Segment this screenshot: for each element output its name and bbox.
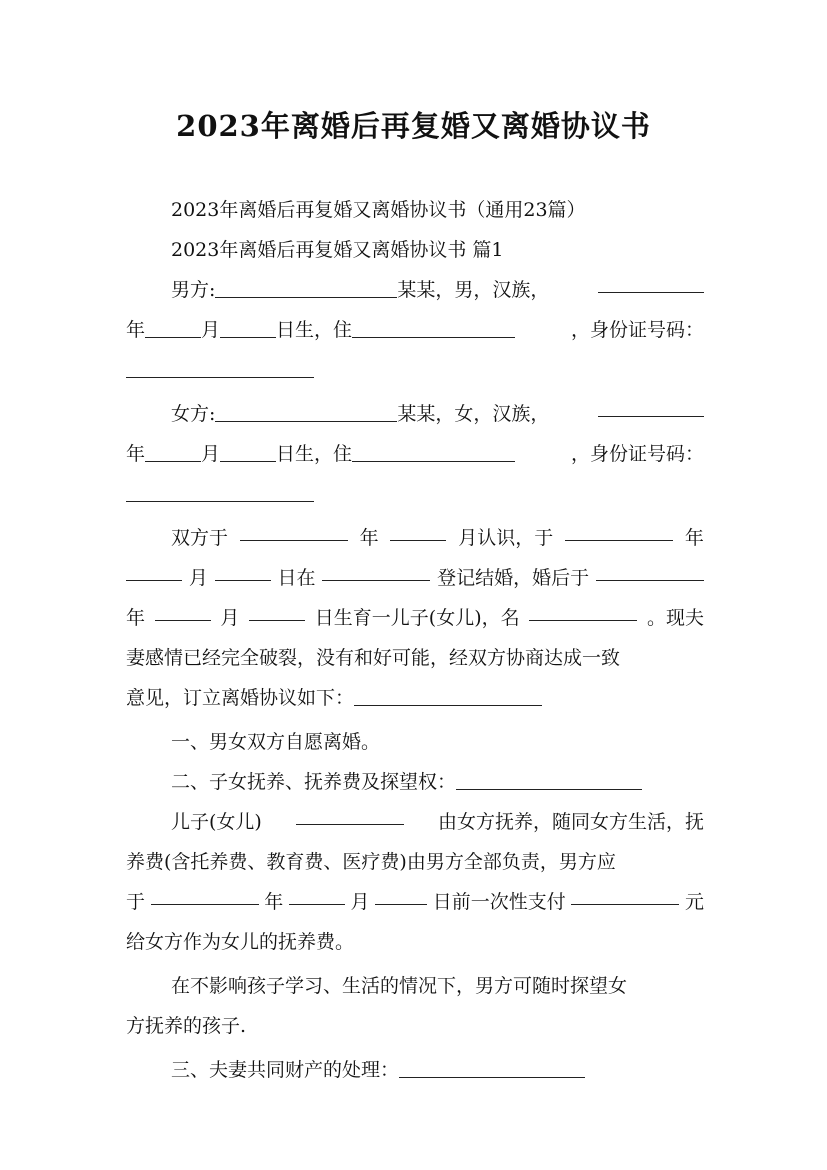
male-party-line [126,270,704,310]
marriage-line-2 [126,558,704,598]
female-label: 女方: [171,403,216,425]
text-segment: 月 [220,607,240,629]
text-segment: 月认识，于 [458,527,554,549]
blank-line [155,598,211,621]
text-segment: 登记结婚，婚后于 [437,567,590,589]
text-segment: 养费(含托养费、教育费、医疗费)由男方全部负责，男方应 [126,851,616,873]
text-segment: 三、夫妻共同财产的处理： [171,1059,400,1081]
blank-line [240,518,348,541]
text-segment: 年 [126,607,146,629]
marriage-line-4 [126,638,704,678]
text-segment: ，身份证号码： [570,319,704,341]
blank-line [126,479,314,502]
text-segment: 年 [684,527,704,549]
custody-line-1 [126,802,704,842]
custody-line-3 [126,882,704,922]
blank-line [126,558,182,581]
male-birth-line [126,310,704,350]
text-segment: 月 [188,567,208,589]
text-segment: 年 [264,891,284,913]
visitation-line-1 [126,966,704,1006]
female-birth-line [126,434,704,474]
blank-line [289,882,345,905]
blank-line [529,598,637,621]
clause-1: 一、男女双方自愿离婚。 [171,731,381,753]
blank-line [352,315,515,338]
female-party-line [126,394,704,434]
text-segment: 年 [359,527,379,549]
text-segment: 双方于 [171,527,229,549]
blank-line [145,439,201,462]
blank-line [399,1055,585,1078]
text-segment: 月 [350,891,370,913]
text-segment: 日生育一儿子(女儿)，名 [314,607,520,629]
blank-line [565,518,673,541]
blank-line [249,598,305,621]
subtitle-line: 2023年离婚后再复婚又离婚协议书（通用23篇） [171,199,586,221]
text-segment: ，身份证号码： [570,443,704,465]
text-segment: 妻感情已经完全破裂，没有和好可能，经双方协商达成一致 [126,647,621,669]
text-segment: 。现夫 [646,607,704,629]
text-segment: 日在 [277,567,316,589]
blank-line [375,882,427,905]
blank-line [354,683,542,706]
text-segment: 年 [126,319,146,341]
visitation-line-2: 方抚养的孩子. [126,1015,247,1037]
text-segment: 日生，住 [276,443,353,465]
male-label: 男方: [171,279,216,301]
blank-line [215,275,397,298]
text-segment: 于 [126,891,146,913]
text-segment: 由女方抚养，随同女方生活，抚 [437,811,704,833]
text-segment: 儿子(女儿) [171,811,262,833]
marriage-line-3 [126,598,704,638]
blank-line [151,882,259,905]
blank-line [352,439,515,462]
clause-3-heading [126,1050,704,1090]
blank-line [456,767,642,790]
blank-line [145,315,201,338]
blank-line [598,270,704,293]
text-segment: 年 [126,443,146,465]
marriage-line-1 [126,518,704,558]
blank-line [390,518,446,541]
blank-line [220,315,276,338]
blank-line [126,355,314,378]
blank-line [322,558,430,581]
chapter-heading: 2023年离婚后再复婚又离婚协议书 篇1 [171,239,504,261]
text-segment: 二、子女抚养、抚养费及探望权： [171,771,457,793]
text-segment: 元 [684,891,704,913]
blank-line [598,394,704,417]
male-id-line [126,350,704,390]
text-segment: 日生，住 [276,319,353,341]
male-desc: 某某，男，汉族， [397,279,550,301]
blank-line [296,802,404,825]
text-segment: 日前一次性支付 [432,891,566,913]
text-segment: 月 [201,443,221,465]
document-body [126,190,704,1090]
blank-line [215,399,397,422]
female-desc: 某某，女，汉族， [397,403,550,425]
female-id-line [126,474,704,514]
blank-line [571,882,679,905]
custody-line-4: 给女方作为女儿的抚养费。 [126,931,355,953]
blank-line [220,439,276,462]
marriage-line-5 [126,678,704,718]
blank-line [596,558,704,581]
text-segment: 意见，订立离婚协议如下： [126,687,355,709]
document-title: 2023年离婚后再复婚又离婚协议书 [176,109,651,143]
custody-line-2 [126,842,704,882]
clause-2-heading [126,762,704,802]
text-segment: 在不影响孩子学习、生活的情况下，男方可随时探望女 [171,975,628,997]
blank-line [215,558,271,581]
text-segment: 月 [201,319,221,341]
